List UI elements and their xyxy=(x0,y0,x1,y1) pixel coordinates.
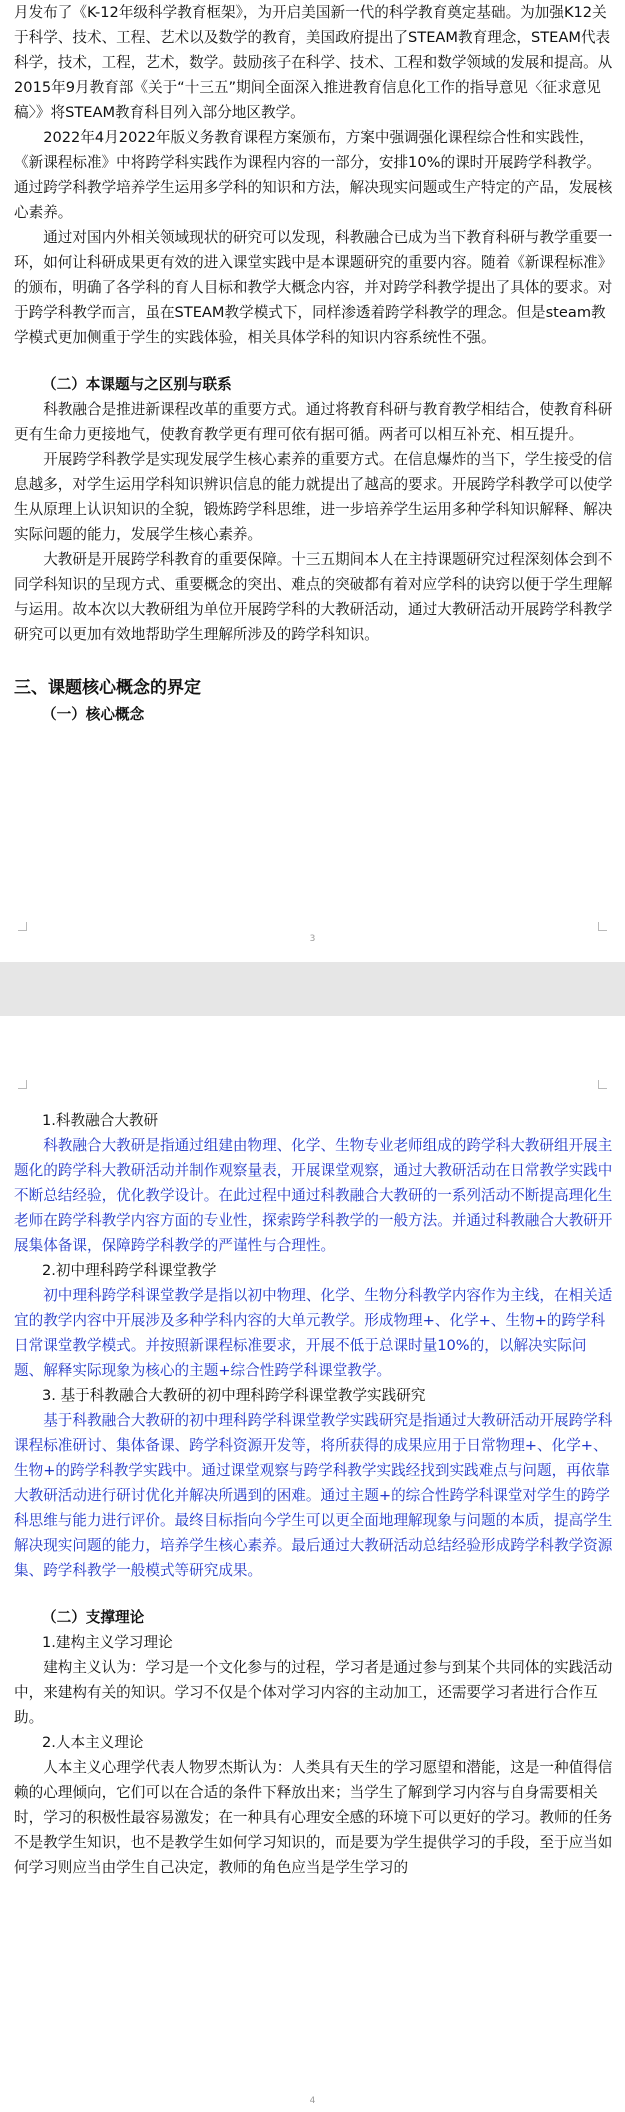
page-number: 3 xyxy=(309,934,316,944)
document-page-4 xyxy=(0,1016,625,2112)
margin-corner-mark xyxy=(18,1080,27,1089)
concept-definition: 基于科教融合大教研的初中理科跨学科课堂教学实践研究是指通过大教研活动开展跨学科课程标准研讨、集体备课、跨学科资源开发等，将所获得的成果应用于日常物理+、化学+、生物+的跨学科教学实践中。通过课堂观察与跨学科教学实践经找到实践难点与问题，再依靠大教研活动进行研讨优化并解决所遇到的困难。通过主题+的综合性跨学科课堂对学生的跨学科思维与能力进行评价。最终目标指向今学生可以更全面地理解现象与问题的本质，提高学生解决现实问题的能力，培养学生核心素养。最后通过大教研活动总结经验形成跨学科教学资源集、跨学科教学一般模式等研究成果。 xyxy=(14,1412,613,1579)
body-paragraph: 科教融合是推进新课程改革的重要方式。通过将教育科研与教育教学相结合，使教育科研更有生命力更接地气，使教育教学更有理可依有据可循。两者可以相互补充、相互提升。 xyxy=(14,401,613,443)
concept-definition: 初中理科跨学科课堂教学是指以初中物理、化学、生物分科教学内容作为主线，在相关适宜的教学内容中开展涉及多种学科内容的大单元教学。形成物理+、化学+、生物+的跨学科日常课堂教学模式。并按照新课程标准要求，开展不低于总课时量10%的，以解决实际问题、解释实际现象为核心的主题+综合性跨学科课堂教学。 xyxy=(14,1287,613,1379)
body-paragraph: 人本主义心理学代表人物罗杰斯认为：人类具有天生的学习愿望和潜能，这是一种值得信赖的心理倾向，它们可以在合适的条件下释放出来；当学生了解到学习内容与自身需要相关时，学习的积极性最容易激发；在一种具有心理安全感的环境下可以更好的学习。教师的任务不是教学生知识，也不是教学生如何学习知识的，而是要为学生提供学习的手段，至于应当如何学习则应当由学生自己决定，教师的角色应当是学生学习的 xyxy=(14,1759,613,1876)
chapter-heading: 三、课题核心概念的界定 xyxy=(14,678,201,698)
theory-title: 1.建构主义学习理论 xyxy=(42,1634,173,1651)
concept-definition: 科教融合大教研是指通过组建由物理、化学、生物专业老师组成的跨学科大教研组开展主题化的跨学科大教研活动并制作观察量表，开展课堂观察，通过大教研活动在日常教学实践中不断总结经验，优化教学设计。在此过程中通过科教融合大教研的一系列活动不断提高理化生老师在跨学科教学内容方面的专业性，探索跨学科教学的一般方法。并通过科教融合大教研开展集体备课，保障跨学科教学的严谨性与合理性。 xyxy=(14,1137,613,1254)
subsection-heading: （一）核心概念 xyxy=(42,706,145,723)
concept-title: 2.初中理科跨学科课堂教学 xyxy=(42,1262,217,1279)
body-paragraph: 开展跨学科教学是实现发展学生核心素养的重要方式。在信息爆炸的当下，学生接受的信息越多，对学生运用学科知识辨识信息的能力就提出了越高的要求。开展跨学科教学可以使学生从原理上认识知识的全貌，锻炼跨学科思维，进一步培养学生运用多种学科知识解释、解决实际问题的能力，发展学生核心素养。 xyxy=(14,451,613,543)
concept-title: 3. 基于科教融合大教研的初中理科跨学科课堂教学实践研究 xyxy=(42,1387,426,1404)
concept-title: 1.科教融合大教研 xyxy=(42,1112,159,1129)
section-heading: （二）支撑理论 xyxy=(42,1609,145,1626)
body-paragraph: 建构主义认为：学习是一个文化参与的过程，学习者是通过参与到某个共同体的实践活动中，来建构有关的知识。学习不仅是个体对学习内容的主动加工，还需要学习者进行合作互助。 xyxy=(14,1659,613,1726)
page-number: 4 xyxy=(309,2096,316,2106)
margin-corner-mark xyxy=(598,1080,607,1089)
section-heading: （二）本课题与之区别与联系 xyxy=(42,376,232,393)
document-page-3 xyxy=(0,0,625,962)
body-paragraph: 2022年4月2022年版义务教育课程方案颁布，方案中强调强化课程综合性和实践性，《新课程标准》中将跨学科实践作为课程内容的一部分，安排10%的课时开展跨学科教学。通过跨学科教学培养学生运用多学科的知识和方法，解决现实问题或生产特定的产品，发展核心素养。 xyxy=(14,129,613,221)
body-paragraph: 月发布了《K-12年级科学教育框架》，为开启美国新一代的科学教育奠定基础。为加强K12关于科学、技术、工程、艺术以及数学的教育，美国政府提出了STEAM教育理念，STEAM代表科学，技术，工程，艺术，数学。鼓励孩子在科学、技术、工程和数学领域的发展和提高。从2015年9月教育部《关于“十三五”期间全面深入推进教育信息化工作的指导意见〈征求意见稿〉》将STEAM教育科目列入部分地区教学。 xyxy=(14,4,613,121)
body-paragraph: 大教研是开展跨学科教育的重要保障。十三五期间本人在主持课题研究过程深刻体会到不同学科知识的呈现方式、重要概念的突出、难点的突破都有着对应学科的诀窍以便于学生理解与运用。故本次以大教研组为单位开展跨学科的大教研活动，通过大教研活动开展跨学科教学研究可以更加有效地帮助学生理解所涉及的跨学科知识。 xyxy=(14,551,613,643)
margin-corner-mark xyxy=(598,922,607,931)
margin-corner-mark xyxy=(18,922,27,931)
theory-title: 2.人本主义理论 xyxy=(42,1734,144,1751)
body-paragraph: 通过对国内外相关领域现状的研究可以发现，科教融合已成为当下教育科研与教学重要一环，如何让科研成果更有效的进入课堂实践中是本课题研究的重要内容。随着《新课程标准》的颁布，明确了各学科的育人目标和教学大概念内容，并对跨学科教学提出了具体的要求。对于跨学科教学而言，虽在STEAM教学模式下，同样渗透着跨学科教学的理念。但是steam教学模式更加侧重于学生的实践体验，相关具体学科的知识内容系统性不强。 xyxy=(14,229,613,346)
